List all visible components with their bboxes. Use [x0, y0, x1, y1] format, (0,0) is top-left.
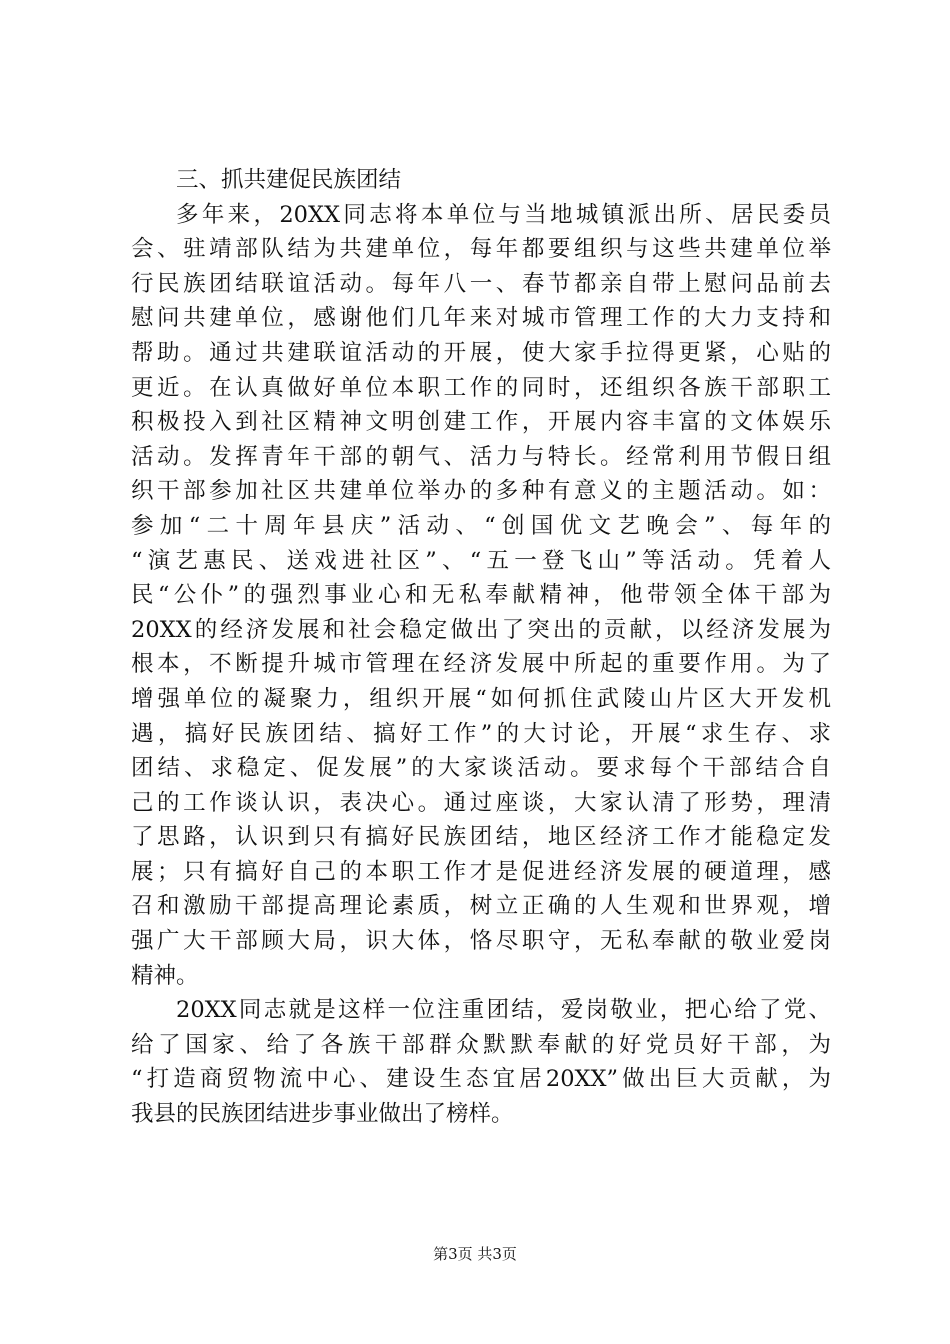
paragraph-line: 多年来，20XX同志将本单位与当地城镇派出所、居民委员 [176, 201, 831, 228]
paragraph-line: 召和激励干部提高理论素质，树立正确的人生观和世界观，增 [131, 893, 831, 920]
paragraph-line: 强广大干部顾大局，识大体，恪尽职守，无私奉献的敬业爱岗 [131, 928, 831, 955]
paragraph-line: 我县的民族团结进步事业做出了榜样。 [131, 1101, 514, 1128]
paragraph-1 [131, 198, 831, 994]
paragraph-line: 己的工作谈认识，表决心。通过座谈，大家认清了形势，理清 [131, 789, 831, 816]
paragraph-line: 20XX的经济发展和社会稳定做出了突出的贡献，以经济发展为 [131, 616, 831, 643]
paragraph-2 [131, 993, 831, 1131]
paragraph-line: 更近。在认真做好单位本职工作的同时，还组织各族干部职工 [131, 374, 831, 401]
paragraph-line: 团结、求稳定、促发展”的大家谈活动。要求每个干部结合自 [131, 755, 831, 782]
paragraph-line: “打造商贸物流中心、建设生态宜居20XX”做出巨大贡献，为 [131, 1066, 831, 1093]
paragraph-line: 织干部参加社区共建单位举办的多种有意义的主题活动。如： [131, 478, 831, 505]
document-body [131, 163, 831, 1132]
paragraph-line: 了思路，认识到只有搞好民族团结，地区经济工作才能稳定发 [131, 824, 831, 851]
paragraph-line: 积极投入到社区精神文明创建工作，开展内容丰富的文体娱乐 [131, 409, 831, 436]
section-heading: 三、抓共建促民族团结 [176, 167, 402, 193]
paragraph-line: 精神。 [131, 962, 199, 989]
paragraph-line: 参加“二十周年县庆”活动、“创国优文艺晚会”、每年的 [131, 512, 831, 539]
paragraph-line: 慰问共建单位，感谢他们几年来对城市管理工作的大力支持和 [131, 305, 831, 332]
paragraph-line: 会、驻靖部队结为共建单位，每年都要组织与这些共建单位举 [131, 236, 831, 263]
paragraph-line: 20XX同志就是这样一位注重团结，爱岗敬业，把心给了党、 [176, 997, 831, 1024]
paragraph-line: 帮助。通过共建联谊活动的开展，使大家手拉得更紧，心贴的 [131, 339, 831, 366]
paragraph-line: 给了国家、给了各族干部群众默默奉献的好党员好干部，为 [131, 1031, 831, 1058]
paragraph-line: 根本，不断提升城市管理在经济发展中所起的重要作用。为了 [131, 651, 831, 678]
paragraph-line: 活动。发挥青年干部的朝气、活力与特长。经常利用节假日组 [131, 443, 831, 470]
page-number-footer: 第3页 共3页 [433, 1245, 517, 1263]
paragraph-line: 行民族团结联谊活动。每年八一、春节都亲自带上慰问品前去 [131, 270, 831, 297]
paragraph-line: 展；只有搞好自己的本职工作才是促进经济发展的硬道理，感 [131, 858, 831, 885]
paragraph-line: “演艺惠民、送戏进社区”、“五一登飞山”等活动。凭着人 [131, 547, 831, 574]
paragraph-line: 遇，搞好民族团结、搞好工作”的大讨论，开展“求生存、求 [131, 720, 831, 747]
paragraph-line: 增强单位的凝聚力，组织开展“如何抓住武陵山片区大开发机 [131, 685, 831, 712]
paragraph-line: 民“公仆”的强烈事业心和无私奉献精神，他带领全体干部为 [131, 582, 831, 609]
